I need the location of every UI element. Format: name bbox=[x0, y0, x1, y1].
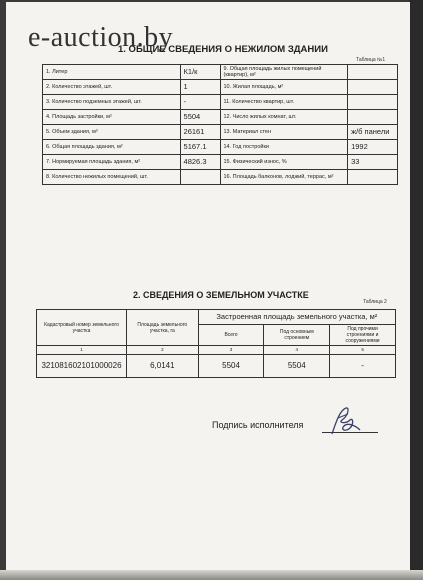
cell-value: 26161 bbox=[180, 125, 220, 140]
column-number-row bbox=[37, 346, 396, 355]
background-edge bbox=[409, 0, 423, 580]
cell-label: 5. Объем здания, м³ bbox=[43, 125, 181, 140]
column-number: 4 bbox=[264, 346, 330, 355]
cell-value bbox=[348, 65, 398, 80]
cell-label: 11. Количество квартир, шт. bbox=[220, 95, 348, 110]
watermark: e-auction.by bbox=[28, 22, 174, 53]
table-row bbox=[43, 65, 398, 80]
cell-label: 8. Количество нежилых помещений, шт. bbox=[43, 170, 181, 185]
cell-label: 12. Число жилых комнат, шт. bbox=[220, 110, 348, 125]
table-row bbox=[37, 355, 396, 378]
section1-title: 1. ОБЩИЕ СВЕДЕНИЯ О НЕЖИЛОМ ЗДАНИИ bbox=[118, 44, 328, 55]
header-cadastral: Кадастровый номер земельного участка bbox=[37, 310, 127, 346]
cell-label: 3. Количество подземных этажей, шт. bbox=[43, 95, 181, 110]
cell-value: ж/б панели bbox=[348, 125, 398, 140]
cell-label: 6. Общая площадь здания, м² bbox=[43, 140, 181, 155]
cell-value bbox=[348, 170, 398, 185]
column-number: 3 bbox=[198, 346, 264, 355]
cell-value bbox=[348, 110, 398, 125]
cell-value: 4826.3 bbox=[180, 155, 220, 170]
column-number: 1 bbox=[37, 346, 127, 355]
header-total: Всего bbox=[198, 325, 264, 346]
section2-table-tag: Таблица 2 bbox=[363, 299, 387, 305]
handwritten-signature bbox=[326, 404, 362, 440]
header-built-area: Застроенная площадь земельного участка, м² bbox=[198, 310, 395, 325]
plot-area: 6,0141 bbox=[126, 355, 198, 378]
section2-title: 2. СВЕДЕНИЯ О ЗЕМЕЛЬНОМ УЧАСТКЕ bbox=[133, 290, 309, 300]
building-info-table bbox=[42, 64, 398, 185]
built-main: 5504 bbox=[264, 355, 330, 378]
cell-value: - bbox=[180, 95, 220, 110]
table-row bbox=[43, 170, 398, 185]
header-main-building: Под основным строением bbox=[264, 325, 330, 346]
cell-label: 7. Нормируемая площадь здания, м² bbox=[43, 155, 181, 170]
cell-label: 10. Жилая площадь, м² bbox=[220, 80, 348, 95]
built-total: 5504 bbox=[198, 355, 264, 378]
table-row bbox=[43, 80, 398, 95]
column-number: 2 bbox=[126, 346, 198, 355]
cell-value: 5504 bbox=[180, 110, 220, 125]
land-plot-table bbox=[36, 309, 396, 378]
table-row bbox=[43, 155, 398, 170]
signature-label: Подпись исполнителя bbox=[212, 420, 304, 430]
table-header-row bbox=[37, 310, 396, 325]
cell-label: 15. Физический износ, % bbox=[220, 155, 348, 170]
cadastral-number: 321081602101000026 bbox=[37, 355, 127, 378]
cell-value bbox=[348, 80, 398, 95]
page-edge bbox=[0, 570, 423, 580]
table-row bbox=[43, 125, 398, 140]
cell-label: 13. Материал стен bbox=[220, 125, 348, 140]
table-row bbox=[43, 95, 398, 110]
table-row bbox=[43, 140, 398, 155]
cell-value: 1992 bbox=[348, 140, 398, 155]
built-other: - bbox=[330, 355, 396, 378]
cell-label: 16. Площадь балконов, лоджий, террас, м² bbox=[220, 170, 348, 185]
cell-value: 5167.1 bbox=[180, 140, 220, 155]
cell-label: 14. Год постройки bbox=[220, 140, 348, 155]
cell-label: 4. Площадь застройки, м² bbox=[43, 110, 181, 125]
cell-label: 2. Количество этажей, шт. bbox=[43, 80, 181, 95]
cell-label: 1. Литер bbox=[43, 65, 181, 80]
cell-value bbox=[180, 170, 220, 185]
cell-value: К1/к bbox=[180, 65, 220, 80]
header-area: Площадь земельного участка, га bbox=[126, 310, 198, 346]
section1-table-tag: Таблица №1 bbox=[356, 57, 386, 63]
cell-value: 1 bbox=[180, 80, 220, 95]
column-number: 5 bbox=[330, 346, 396, 355]
header-other-buildings: Под прочими строениями и сооружениями bbox=[330, 325, 396, 346]
cell-label: 9. Общая площадь жилых помещений (квартир), м² bbox=[220, 65, 348, 80]
cell-value bbox=[348, 95, 398, 110]
cell-value: 33 bbox=[348, 155, 398, 170]
table-row bbox=[43, 110, 398, 125]
